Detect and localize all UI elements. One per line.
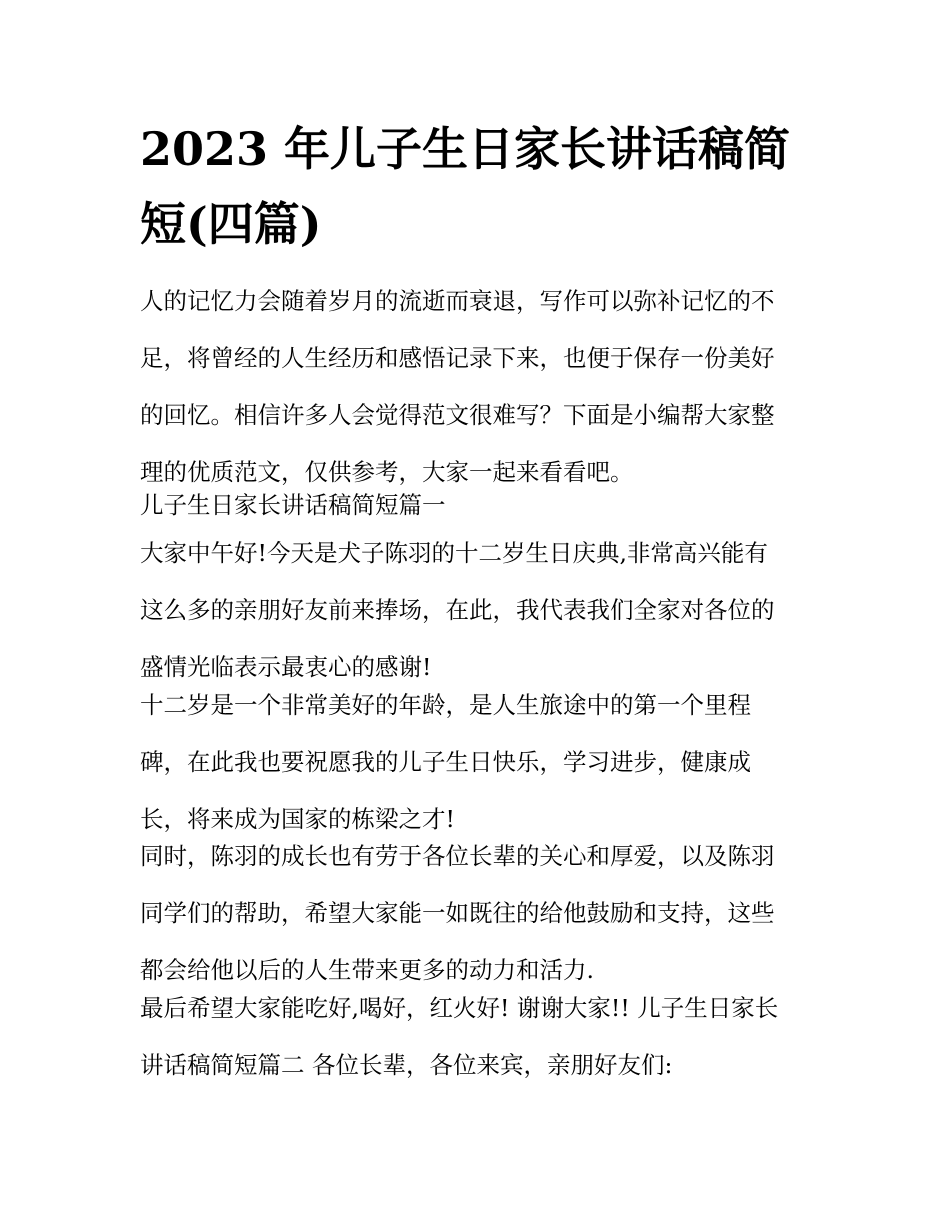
intro-paragraph (140, 273, 812, 501)
text-line: 长，将来成为国家的栋梁之才! (140, 805, 455, 833)
text-line: 足，将曾经的人生经历和感悟记录下来，也便于保存一份美好 (140, 344, 775, 372)
text-line: 大家中午好!今天是犬子陈羽的十二岁生日庆典,非常高兴能有 (140, 539, 768, 567)
text-line: 最后希望大家能吃好,喝好，红火好! 谢谢大家!! 儿子生日家长 (140, 994, 779, 1022)
text-line: 儿子生日家长讲话稿简短篇一 (140, 491, 446, 519)
text-line: 同学们的帮助，希望大家能一如既往的给他鼓励和支持，这些 (140, 899, 775, 927)
text-line: 的回忆。相信许多人会觉得范文很难写？下面是小编帮大家整 (140, 401, 775, 429)
text-line: 人的记忆力会随着岁月的流逝而衰退，写作可以弥补记忆的不 (140, 287, 775, 315)
title-line: 2023 年儿子生日家长讲话稿简 (140, 122, 791, 176)
text-line: 碑，在此我也要祝愿我的儿子生日快乐，学习进步，健康成 (140, 748, 751, 776)
title-line: 短(四篇) (140, 197, 322, 251)
text-line: 讲话稿简短篇二 各位长辈，各位来宾，亲朋好友们: (140, 1051, 673, 1079)
text-line: 十二岁是一个非常美好的年龄，是人生旅途中的第一个里程 (140, 691, 751, 719)
body-paragraph (140, 677, 812, 848)
text-line: 同时，陈羽的成长也有劳于各位长辈的关心和厚爱，以及陈羽 (140, 842, 775, 870)
body-paragraph (140, 980, 812, 1094)
document-title (140, 112, 812, 262)
text-line: 盛情光临表示最衷心的感谢! (140, 653, 432, 681)
text-line: 这么多的亲朋好友前来捧场，在此，我代表我们全家对各位的 (140, 596, 775, 624)
text-line: 理的优质范文，仅供参考，大家一起来看看吧。 (140, 458, 634, 486)
body-paragraph (140, 525, 812, 696)
body-paragraph (140, 828, 812, 999)
text-line: 都会给他以后的人生带来更多的动力和活力. (140, 956, 594, 984)
